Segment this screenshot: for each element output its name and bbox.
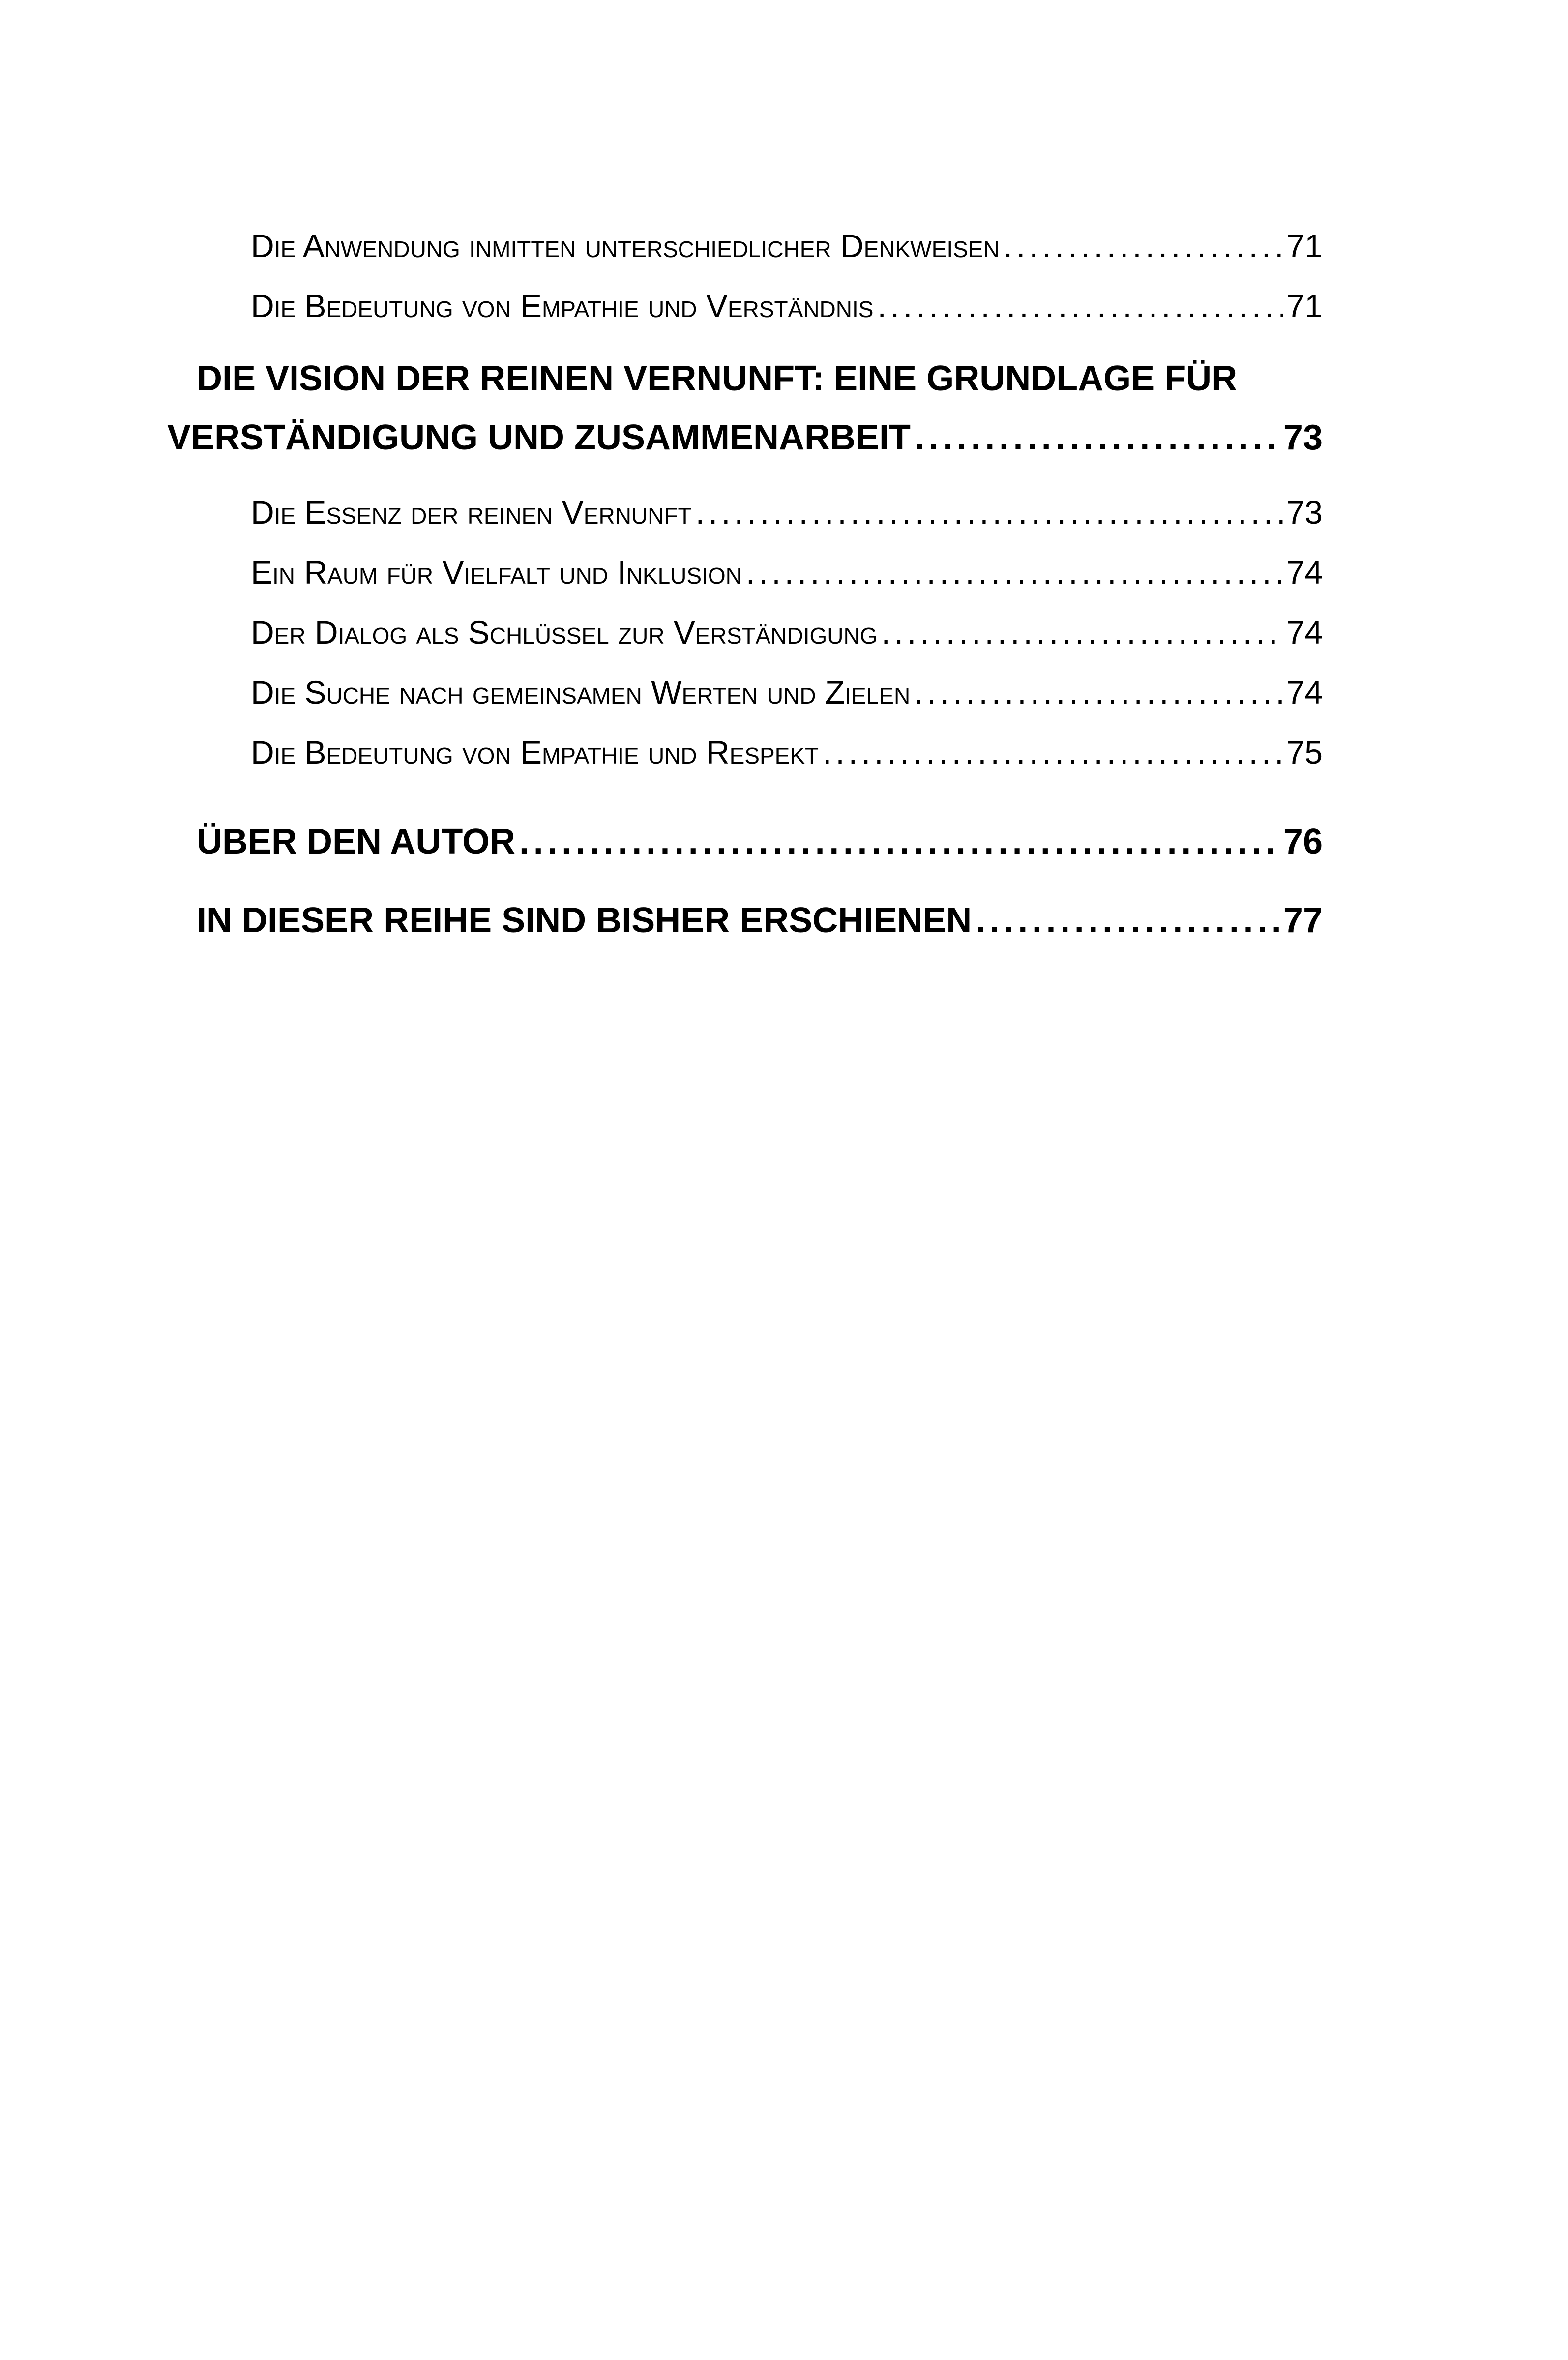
toc-entry[interactable] <box>251 226 1323 266</box>
toc-chapter-page: 77 <box>1283 901 1323 940</box>
toc-entry[interactable] <box>251 613 1323 652</box>
toc-entry-page: 74 <box>1286 554 1323 590</box>
toc-entry-title: Der Dialog als Schlüssel zur Verständigung <box>251 614 878 650</box>
toc-entry-title: Die Suche nach gemeinsamen Werten und Zielen <box>251 674 911 710</box>
toc-chapter-page: 76 <box>1283 822 1323 861</box>
toc-entry-page: 74 <box>1286 674 1323 710</box>
toc-chapter-entry[interactable] <box>167 408 1323 467</box>
toc-chapter-title-line1: DIE VISION DER REINEN VERNUNFT: EINE GRUNDLAGE FÜR <box>197 359 1238 398</box>
toc-chapter-title-line2: VERSTÄNDIGUNG UND ZUSAMMENARBEIT <box>167 418 911 457</box>
dot-leader <box>882 613 1283 652</box>
toc-entry[interactable] <box>251 493 1323 532</box>
dot-leader <box>915 408 1279 467</box>
dot-leader <box>1004 226 1283 266</box>
toc-chapter-title: ÜBER DEN AUTOR <box>197 822 516 861</box>
dot-leader <box>746 553 1283 592</box>
toc-entry[interactable] <box>251 673 1323 712</box>
spacer <box>197 871 1323 891</box>
toc-chapter-autor[interactable] <box>197 812 1323 871</box>
toc-entry-title: Ein Raum für Vielfalt und Inklusion <box>251 554 742 590</box>
dot-leader <box>877 286 1282 325</box>
toc-entry-page: 74 <box>1286 614 1323 650</box>
toc-chapter-page: 73 <box>1283 418 1323 457</box>
toc-entry-title: Die Essenz der reinen Vernunft <box>251 494 692 531</box>
toc-chapter-reihe[interactable] <box>197 891 1323 950</box>
toc-entry-page: 71 <box>1286 228 1323 264</box>
toc-chapter-title: IN DIESER REIHE SIND BISHER ERSCHIENEN <box>197 901 972 940</box>
spacer <box>197 793 1323 812</box>
toc-entry-page: 71 <box>1286 288 1323 324</box>
toc-entry-page: 73 <box>1286 494 1323 531</box>
dot-leader <box>696 493 1283 532</box>
toc-entry[interactable] <box>251 286 1323 325</box>
toc-entry[interactable] <box>251 553 1323 592</box>
toc-chapter-vision[interactable] <box>167 349 1323 467</box>
dot-leader <box>914 673 1282 712</box>
toc-entry-title: Die Anwendung inmitten unterschiedlicher Denkweisen <box>251 228 1000 264</box>
toc-entry-title: Die Bedeutung von Empathie und Respekt <box>251 734 819 770</box>
dot-leader <box>519 812 1279 871</box>
toc-entry[interactable] <box>251 733 1323 772</box>
toc-entry-title: Die Bedeutung von Empathie und Verständnis <box>251 288 874 324</box>
dot-leader <box>823 733 1282 772</box>
toc-entry-page: 75 <box>1286 734 1323 770</box>
table-of-contents <box>167 226 1323 950</box>
dot-leader <box>976 891 1279 950</box>
